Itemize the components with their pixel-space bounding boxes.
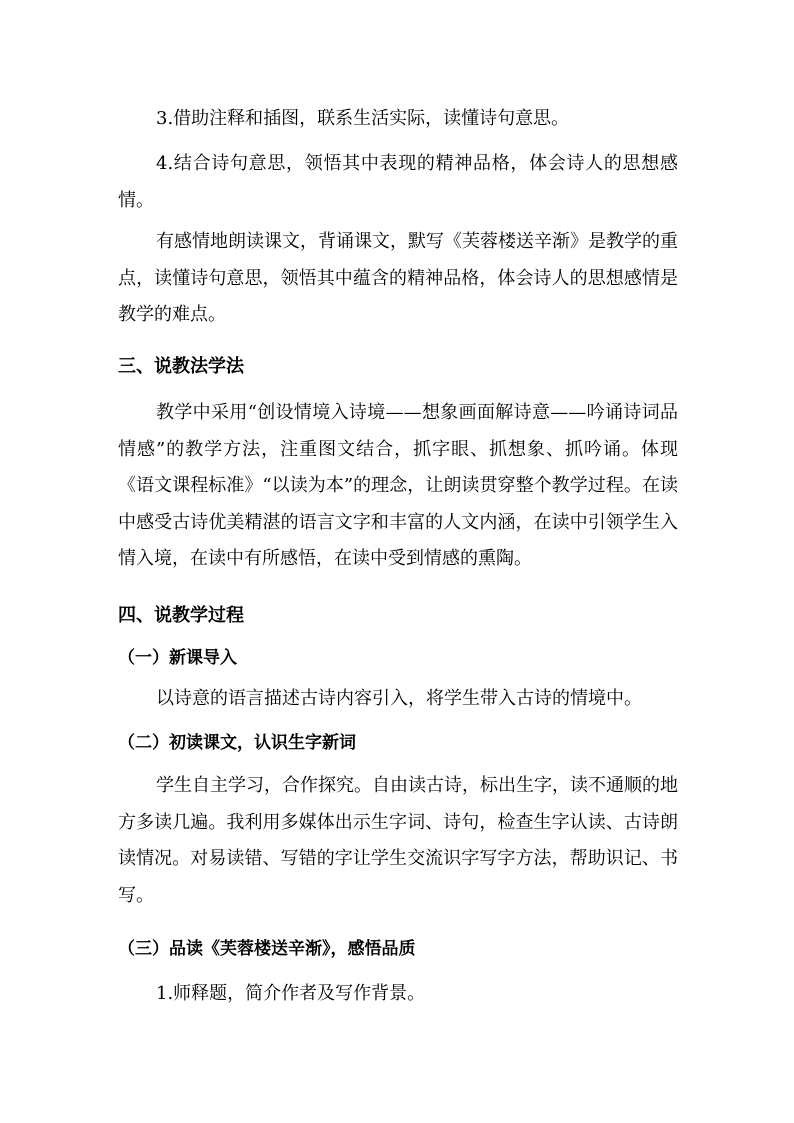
paragraph-goal-4: 4.结合诗句意思，领悟其中表现的精神品格，体会诗人的思想感情。 bbox=[118, 153, 678, 211]
subheading-first-reading: （二）初读课文，认识生字新词 bbox=[118, 733, 356, 753]
section-heading-methods: 三、说教法学法 bbox=[118, 356, 244, 377]
paragraph-lesson-intro: 以诗意的语言描述古诗内容引入，将学生带入古诗的情境中。 bbox=[156, 688, 642, 709]
subheading-lesson-intro: （一）新课导入 bbox=[118, 648, 237, 668]
section-heading-process: 四、说教学过程 bbox=[118, 605, 244, 626]
paragraph-goal-3: 3.借助注释和插图，联系生活实际，读懂诗句意思。 bbox=[156, 108, 570, 129]
subheading-poem-reading: （三）品读《芙蓉楼送辛渐》，感悟品质 bbox=[118, 939, 416, 959]
paragraph-poem-step-1: 1.师释题，简介作者及写作背景。 bbox=[156, 983, 426, 1004]
paragraph-methods: 教学中采用“创设情境入诗境——想象画面解诗意——吟诵诗词品情感”的教学方法，注重图文结合，抓字眼、抓想象、抓吟诵。体现《语文课程标准》“以读为本”的理念，让朗读贯穿整个教学过程。在读中感受古诗优美精湛的语言文字和丰富的人文内涵，在读中引领学生入情入境，在读中有所感悟，在读中受到情感的熏陶。 bbox=[118, 402, 678, 569]
paragraph-first-reading: 学生自主学习，合作探究。自由读古诗，标出生字，读不通顺的地方多读几遍。我利用多媒体出示生字词、诗句，检查生字认读、古诗朗读情况。对易读错、写错的字让学生交流识字写字方法，帮助识记、书写。 bbox=[118, 775, 678, 906]
paragraph-key-difficult-points: 有感情地朗读课文，背诵课文，默写《芙蓉楼送辛渐》是教学的重点，读懂诗句意思，领悟其中蕴含的精神品格，体会诗人的思想感情是教学的难点。 bbox=[118, 231, 678, 325]
